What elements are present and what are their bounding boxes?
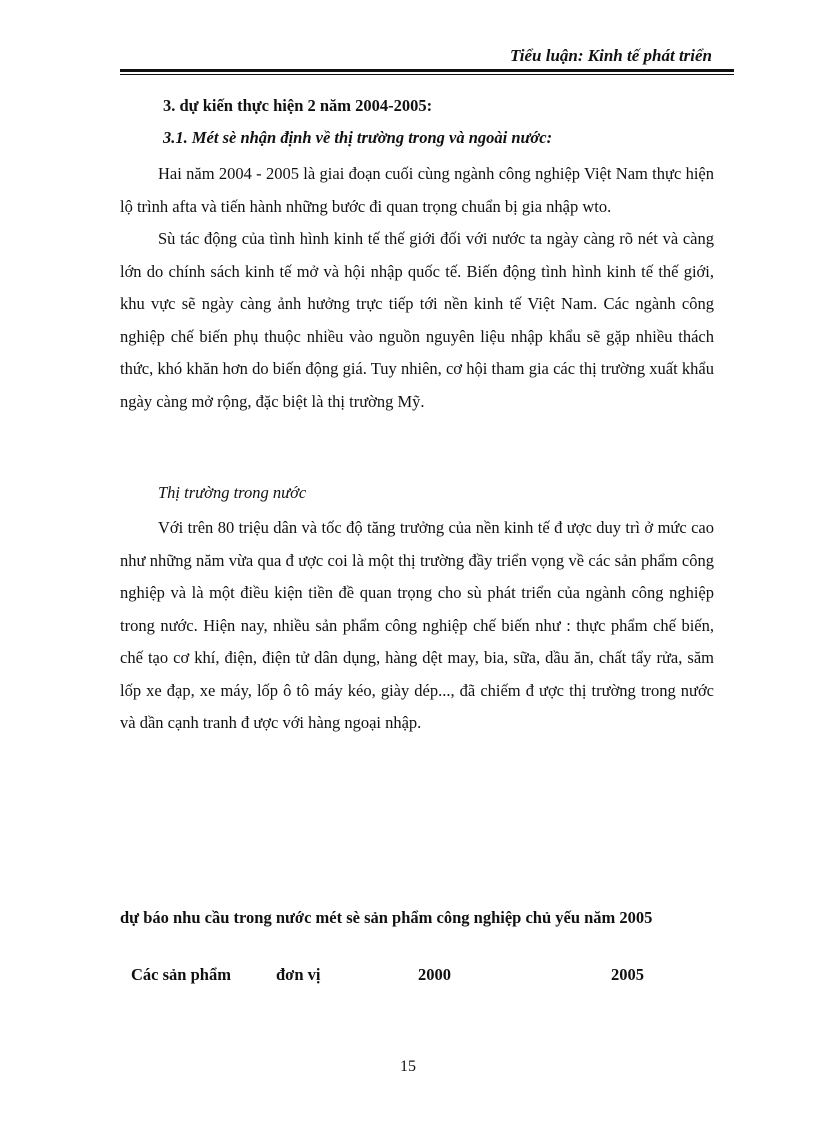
column-header-product: Các sản phẩm xyxy=(131,965,231,984)
header-title: Tiểu luận: Kinh tế phát triển xyxy=(510,46,712,65)
body-block-1 xyxy=(120,158,714,418)
paragraph-3: Với trên 80 triệu dân và tốc độ tăng trưởng của nền kinh tế đ ược duy trì ở mức cao như những năm vừa qua đ ược coi là một thị trường đầy triển vọng về các sản phẩm công nghiệp và là một điều kiện tiền đề quan trọng cho sù phát triển của ngành công nghiệp trong nước. Hiện nay, nhiều sản phẩm công nghiệp chế biến như : thực phẩm chế biến, chế tạo cơ khí, điện, điện tử dân dụng, hàng dệt may, bia, sữa, dầu ăn, chất tẩy rửa, săm lốp xe đạp, xe máy, lốp ô tô máy kéo, giày dép..., đã chiếm đ ược thị trường trong nước và dần cạnh tranh đ ược với hàng ngoại nhập. xyxy=(120,518,714,732)
domestic-market-label: Thị trường trong nước xyxy=(158,483,307,502)
header-divider xyxy=(120,69,734,72)
column-header-2000: 2000 xyxy=(418,965,451,984)
header-divider-thin xyxy=(120,74,734,75)
section-heading: 3. dự kiến thực hiện 2 năm 2004-2005: xyxy=(163,96,433,115)
column-header-2005: 2005 xyxy=(611,965,644,984)
column-header-unit: đơn vị xyxy=(276,965,321,984)
paragraph-2: Sù tác động của tình hình kinh tế thế giới đối với nước ta ngày càng rõ nét và càng lớn do chính sách kinh tế mở và hội nhập quốc tế. Biến động tình hình kinh tế thế giới, khu vực sẽ ngày càng ảnh hưởng trực tiếp tới nền kinh tế Việt Nam. Các ngành công nghiệp chế biến phụ thuộc nhiều vào nguồn nguyên liệu nhập khẩu sẽ gặp nhiều thách thức, khó khăn hơn do biến động giá. Tuy nhiên, cơ hội tham gia các thị trường xuất khẩu ngày càng mở rộng, đặc biệt là thị trường Mỹ. xyxy=(120,229,714,411)
section-subheading: 3.1. Mét sè nhận định về thị trường trong và ngoài nước: xyxy=(163,128,553,147)
page-number: 15 xyxy=(400,1058,416,1075)
table-title: dự báo nhu cầu trong nước mét sè sản phẩm công nghiệp chủ yếu năm 2005 xyxy=(120,908,653,927)
paragraph-1: Hai năm 2004 - 2005 là giai đoạn cuối cùng ngành công nghiệp Việt Nam thực hiện lộ trình afta và tiến hành những bước đi quan trọng chuẩn bị gia nhập wto. xyxy=(120,164,714,216)
body-block-2 xyxy=(120,512,714,740)
